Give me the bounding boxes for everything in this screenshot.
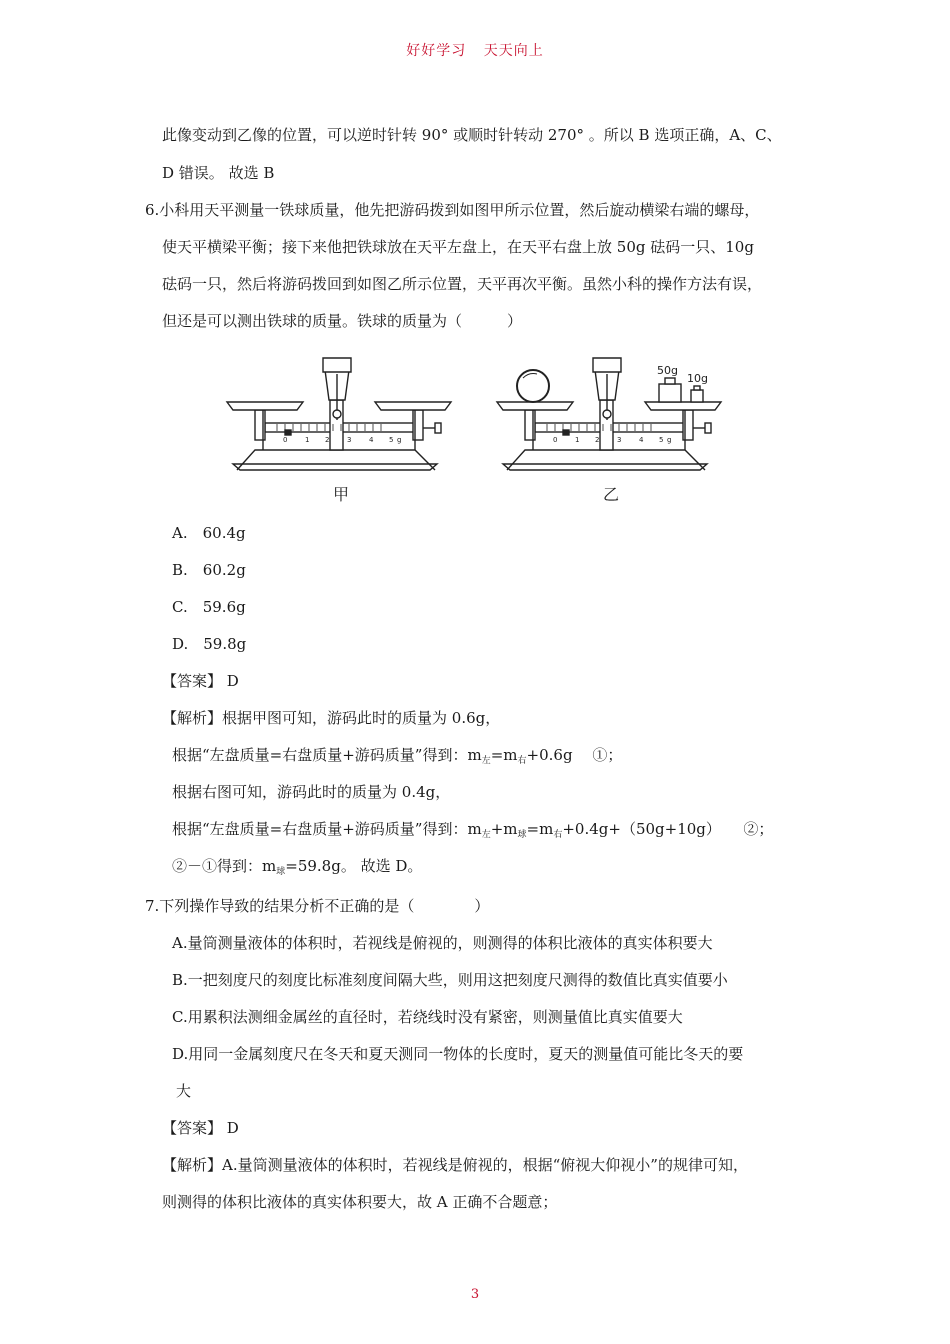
q7-analysis-line-2: 则测得的体积比液体的真实体积要大，故 A 正确不合题意； [162, 1193, 558, 1211]
q6-analysis-line-3: 根据右图可知，游码此时的质量为 0.4g， [172, 783, 451, 801]
q6-answer [162, 670, 239, 692]
q7-stem: 7.下列操作导致的结果分析不正确的是（ ） [145, 897, 490, 915]
q6-a4-post: +0.4g+（50g+10g） ②； [562, 820, 774, 838]
q7-option-b: B.一把刻度尺的刻度比标准刻度间隔大些，则用这把刻度尺测得的数值比真实值要小 [172, 971, 728, 989]
q6-analysis-line-2 [172, 744, 622, 772]
q7-option-a: A.量筒测量液体的体积时，若视线是俯视的，则测得的体积比液体的真实体积要大 [172, 934, 713, 952]
q7-answer [162, 1117, 239, 1139]
weight-10g-label: 10g [687, 372, 708, 385]
intro-line-2: D 错误。 故选 B [162, 164, 275, 182]
q6-a2-sub1: 左 [481, 756, 491, 766]
balance-figure [225, 350, 735, 510]
scale-tick-4-jia: 4 [369, 436, 374, 444]
q6-answer-value: D [226, 672, 239, 690]
q6-analysis-line-4 [172, 818, 773, 846]
q6-a4-pre: 根据“左盘质量=右盘质量+游码质量”得到：m [172, 820, 482, 838]
q7-answer-value: D [226, 1119, 239, 1137]
q7-option-d-line-2: 大 [176, 1082, 192, 1100]
weight-50g-label: 50g [657, 364, 678, 377]
scale-tick-4-yi: 4 [639, 436, 644, 444]
q6-a4-sub2: 球 [517, 830, 527, 840]
q6-a5-pre: ②－①得到：m [172, 857, 277, 875]
q6-stem-line-2: 使天平横梁平衡；接下来他把铁球放在天平左盘上，在天平右盘上放 50g 砝码一只、10g [162, 238, 754, 256]
scale-tick-2-yi: 2 [595, 436, 600, 444]
q6-stem-line-4: 但还是可以测出铁球的质量。铁球的质量为（ ） [162, 312, 523, 330]
figure-label-jia: 甲 [333, 485, 350, 504]
q6-a5-post: =59.8g。 故选 D。 [285, 857, 423, 875]
q7-answer-label: 【答案】 [162, 1119, 223, 1137]
q6-a2-post: +0.6g ①； [526, 746, 623, 764]
q7-analysis-text-1: A.量筒测量液体的体积时，若视线是俯视的，根据“俯视大仰视小”的规律可知， [222, 1156, 748, 1174]
scale-tick-0-yi: 0 [553, 436, 558, 444]
header-left-text: 好好学习 [406, 43, 467, 59]
q6-analysis-line-1 [162, 707, 500, 729]
scale-tick-g-yi: g [667, 436, 672, 444]
q6-a4-sub1: 左 [481, 830, 491, 840]
scale-tick-5-yi: 5 [659, 436, 664, 444]
q7-option-c: C.用累积法测细金属丝的直径时，若绕线时没有紧密，则测量值比真实值要大 [172, 1008, 683, 1026]
scale-tick-5-jia: 5 [389, 436, 394, 444]
q7-option-d-line-1: D.用同一金属刻度尺在冬天和夏天测同一物体的长度时，夏天的测量值可能比冬天的要 [172, 1045, 744, 1063]
q7-analysis-line-1 [162, 1154, 748, 1176]
scale-tick-3-yi: 3 [617, 436, 622, 444]
q6-option-a: A. 60.4g [172, 524, 246, 542]
q6-stem-line-3: 砝码一只，然后将游码拨回到如图乙所示位置，天平再次平衡。虽然小科的操作方法有误， [162, 275, 763, 293]
q6-a4-mid2: =m [526, 820, 554, 838]
q7-analysis-label: 【解析】 [162, 1156, 223, 1174]
q6-a2-mid: =m [490, 746, 518, 764]
scale-tick-1-yi: 1 [575, 436, 580, 444]
q6-a5-sub1: 球 [276, 867, 286, 877]
balance-jia [227, 358, 451, 470]
q6-stem-line-1: 6.小科用天平测量一铁球质量，他先把游码拨到如图甲所示位置，然后旋动横梁右端的螺母， [145, 201, 760, 219]
q6-a4-sub3: 右 [553, 830, 563, 840]
scale-tick-2-jia: 2 [325, 436, 330, 444]
q6-option-b: B. 60.2g [172, 561, 246, 579]
figure-label-yi: 乙 [603, 485, 620, 504]
header-right-text: 天天向上 [483, 43, 544, 59]
q6-option-c: C. 59.6g [172, 598, 246, 616]
q6-analysis-line-5 [172, 855, 422, 883]
page-number: 3 [470, 1287, 480, 1302]
q6-answer-label: 【答案】 [162, 672, 223, 690]
q6-analysis-text-1: 根据甲图可知，游码此时的质量为 0.6g， [222, 709, 501, 727]
scale-tick-1-jia: 1 [305, 436, 310, 444]
intro-line-1: 此像变动到乙像的位置，可以逆时针转 90° 或顺时针转动 270° 。所以 B 选项正确，A、C、 [162, 126, 782, 144]
q6-analysis-label: 【解析】 [162, 709, 223, 727]
scale-tick-3-jia: 3 [347, 436, 352, 444]
scale-tick-0-jia: 0 [283, 436, 288, 444]
q6-a2-sub2: 右 [517, 756, 527, 766]
q6-option-d: D. 59.8g [172, 635, 247, 653]
page-header [0, 40, 950, 60]
q6-a4-mid1: +m [490, 820, 518, 838]
scale-tick-g-jia: g [397, 436, 402, 444]
q6-a2-pre: 根据“左盘质量=右盘质量+游码质量”得到：m [172, 746, 482, 764]
